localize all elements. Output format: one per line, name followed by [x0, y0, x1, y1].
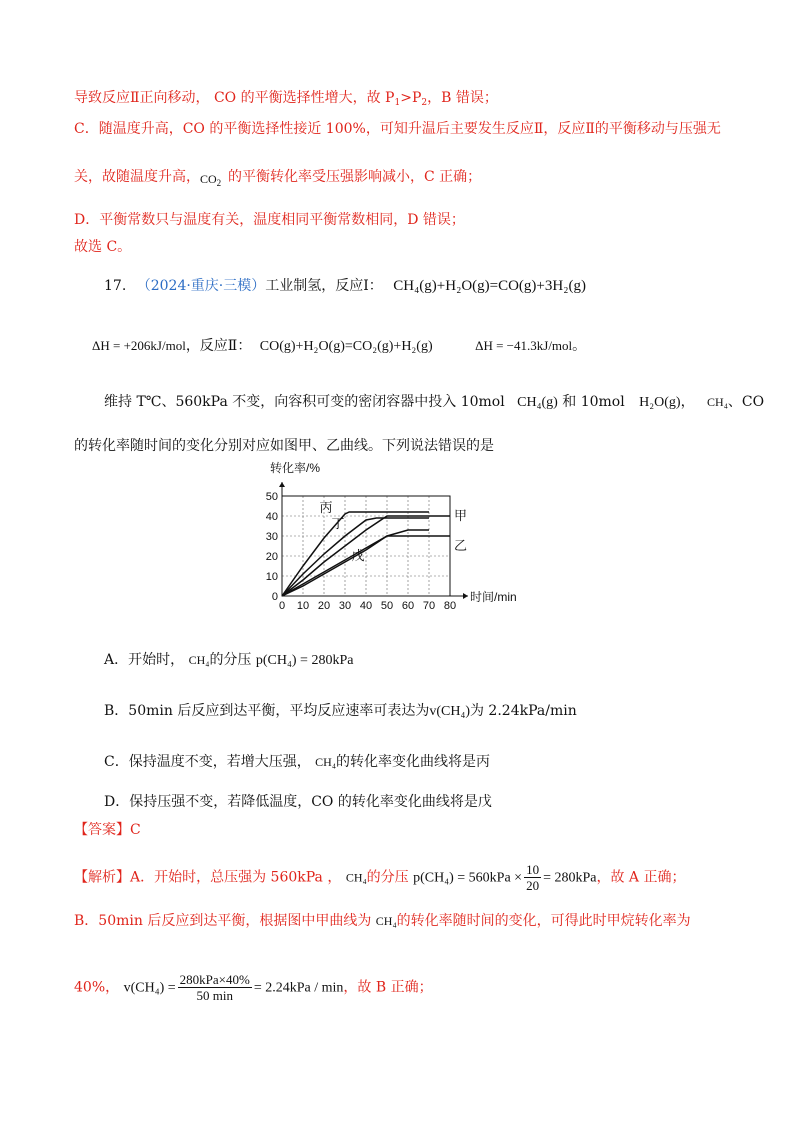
option-c — [104, 752, 490, 772]
option-b-equation: v(CH₄) — [429, 704, 470, 719]
analysis-a1-b: 的分压 — [366, 869, 409, 886]
fraction-denominator: 20 — [526, 878, 540, 893]
co2-text: CO — [200, 172, 217, 186]
reaction-2-enthalpy: ΔH = −41.3kJ/mol — [475, 338, 573, 353]
y-tick-label: 40 — [265, 511, 278, 523]
option-b-text-2: 为 2.24kPa/min — [469, 703, 577, 719]
cond-h2o: H₂O(g) — [639, 395, 681, 410]
x-tick-label: 10 — [296, 600, 310, 612]
fraction-numerator: 10 — [526, 862, 540, 877]
q17-line-1 — [104, 276, 586, 296]
cond-c: ， — [680, 394, 695, 410]
option-b — [104, 701, 577, 722]
q17-source-link[interactable]: （2024·重庆·三模） — [136, 278, 266, 294]
option-d: D．保持压强不变，若降低温度，CO 的转化率变化曲线将是戊 — [104, 794, 492, 810]
cond-ch4-2: CH₄ — [707, 395, 728, 409]
y-axis-label: 转化率/% — [270, 461, 321, 475]
analysis-b2-rate: v(CH₄) = — [123, 980, 176, 996]
analysis-b1-ch4: CH₄ — [375, 914, 397, 928]
x-tick-label: 20 — [317, 600, 331, 612]
analysis-b2-tail: ，故 B 正确； — [343, 979, 433, 996]
option-a-text: A．开始时， — [104, 652, 185, 668]
analysis-a1: A．开始时，总压强为 560kPa ， — [130, 869, 342, 886]
x-tick-label: 30 — [338, 600, 352, 612]
analysis-a1-eq-left: p(CH₄) = 560kPa × — [413, 870, 523, 886]
cond-a: 维持 T℃、560kPa 不变，向容积可变的密闭容器中投入 10mol — [104, 394, 505, 410]
option-a-text-2: 的分压 — [209, 652, 252, 668]
q17-number: 17. — [104, 278, 127, 294]
option-b-text: B．50min 后反应到达平衡，平均反应速率可表达为 — [104, 703, 430, 719]
x-axis-arrow — [463, 593, 468, 599]
series-label: 丙 — [319, 500, 333, 515]
line-4: D．平衡常数只与温度有关，温度相同平衡常数相同，D 错误； — [74, 212, 465, 228]
y-tick-label: 30 — [265, 531, 278, 543]
option-c-text-2: 的转化率变化曲线将是丙 — [336, 754, 491, 770]
x-tick-label: 60 — [401, 600, 415, 612]
line-1-tail: ，B 错误； — [427, 90, 498, 106]
option-c-ch4: CH₄ — [315, 755, 337, 769]
line-3 — [74, 167, 481, 187]
answer-line: 【答案】C — [74, 822, 141, 838]
option-a-ch4: CH₄ — [188, 653, 210, 667]
reaction-1-enthalpy: ΔH = +206kJ/mol — [92, 338, 186, 353]
line-3-b: 的平衡转化率受压强影响减小，C 正确； — [228, 169, 482, 185]
analysis-a1-ch4: CH₄ — [345, 870, 367, 885]
series-label: 乙 — [454, 538, 468, 553]
analysis-b2-result: = 2.24kPa / min — [253, 980, 344, 996]
cond-b: 和 10mol — [562, 394, 625, 410]
y-tick-label: 10 — [265, 571, 278, 583]
analysis-b2: 40%， — [74, 979, 120, 996]
y-tick-label: 0 — [271, 591, 278, 603]
analysis-line-2 — [74, 911, 691, 931]
cond-ch4: CH₄(g) — [517, 395, 558, 410]
option-a — [104, 650, 353, 671]
fraction-denominator: 50 min — [196, 988, 233, 1003]
option-c-text: C．保持温度不变，若增大压强， — [104, 754, 311, 770]
co2-sub: 2 — [216, 178, 222, 188]
q17-line-3 — [104, 392, 764, 413]
analysis-b1-tail: 的转化率随时间的变化，可得此时甲烷转化率为 — [396, 913, 691, 929]
line-5: 故选 C。 — [74, 239, 132, 255]
fraction-numerator: 280kPa×40% — [179, 972, 250, 987]
x-tick-label: 50 — [380, 600, 394, 612]
analysis-line-1 — [74, 862, 686, 893]
y-tick-label: 50 — [265, 491, 278, 503]
analysis-a1-fraction — [524, 862, 541, 893]
y-tick-label: 20 — [265, 551, 278, 563]
analysis-b1: B．50min 后反应到达平衡，根据图中甲曲线为 — [74, 913, 372, 929]
series-label: 丁 — [331, 516, 345, 531]
series-label: 戊 — [351, 548, 365, 563]
reaction-1-equation: CH₄(g)+H₂O(g)=CO(g)+3H₂(g) — [393, 278, 586, 294]
p-compare: >P — [400, 90, 422, 106]
analysis-line-3 — [74, 972, 433, 1003]
q17-end: 。 — [572, 338, 587, 354]
p2-subscript: 2 — [421, 98, 428, 108]
line-1-text: 导致反应Ⅱ正向移动， CO 的平衡选择性增大，故 P — [74, 90, 395, 106]
analysis-a1-eq-right: = 280kPa — [543, 870, 597, 886]
x-tick-label: 80 — [443, 600, 457, 612]
x-axis-label: 时间/min — [470, 590, 517, 604]
p1-subscript: 1 — [394, 98, 401, 108]
reaction-2-equation: CO(g)+H₂O(g)=CO₂(g)+H₂(g) — [259, 339, 433, 354]
analysis-label: 【解析】 — [74, 869, 130, 886]
q17-intro: 工业制氢，反应Ⅰ： — [265, 278, 383, 294]
x-tick-label: 40 — [359, 600, 373, 612]
series-label: 甲 — [454, 508, 468, 523]
x-tick-label: 70 — [422, 600, 436, 612]
line-3-a: 关，故随温度升高， — [74, 169, 200, 185]
line-1 — [74, 88, 498, 113]
analysis-a1-tail: ，故 A 正确； — [596, 869, 686, 886]
y-axis-arrow — [279, 482, 285, 487]
q17-line-4: 的转化率随时间的变化分别对应如图甲、乙曲线。下列说法错误的是 — [74, 438, 494, 454]
q17-mid: ，反应Ⅱ： — [185, 338, 252, 354]
line-2: C．随温度升高，CO 的平衡选择性接近 100%，可知升温后主要发生反应Ⅱ，反应Ⅱ的平衡移动与压强无 — [74, 121, 721, 137]
q17-line-2 — [92, 336, 586, 357]
cond-e: 、CO — [727, 394, 765, 410]
conversion-rate-chart — [260, 458, 560, 618]
analysis-b2-fraction — [178, 972, 252, 1003]
x-tick-label: 0 — [278, 600, 286, 612]
option-a-equation: p(CH₄) = 280kPa — [255, 653, 354, 668]
